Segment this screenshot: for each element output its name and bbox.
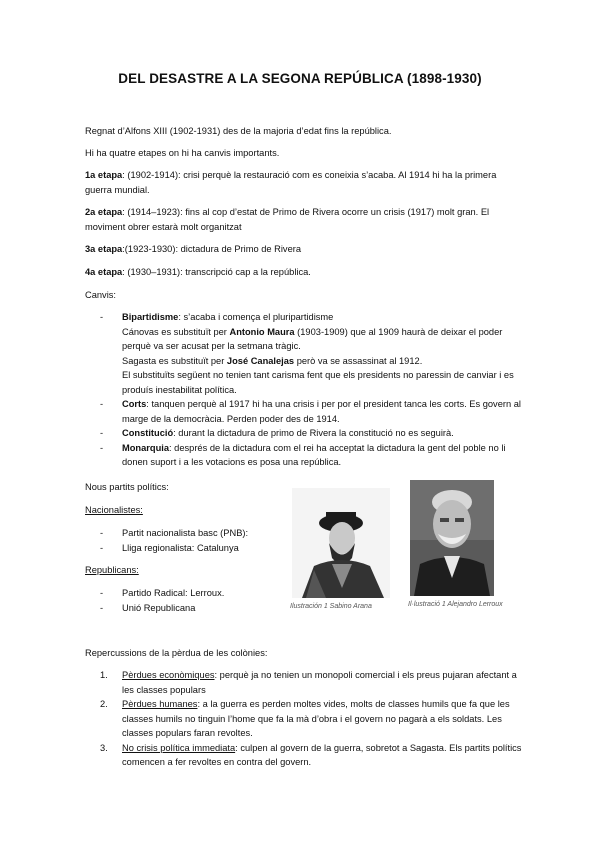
nacionalistes-list [100, 526, 290, 555]
item-text: Cánovas es substituït per [122, 326, 230, 337]
bullet-marker: - [100, 312, 104, 322]
etapa-label: 4a etapa [85, 267, 123, 277]
canvis-heading: Canvis: [85, 290, 117, 300]
etapa-1 [85, 168, 525, 197]
item-text: (1903-1909) que al 1909 haurà de deixar el poder perquè va ser acusat per la setmana tràgic. [122, 326, 503, 351]
etapa-text: : (1902-1914): crisi perquè la restauració com es coneixia s’acaba. Al 1914 hi ha la primera guerra mundial. [85, 170, 497, 195]
item-text: però va se assassinat al 1912. [294, 355, 423, 366]
bullet-marker: - [100, 428, 104, 438]
item-text: : culpen al govern de la guerra, sobretot a Sagasta. Els partits polítics comencen a fer revoltes en contra del govern. [122, 742, 522, 767]
page-title: DEL DESASTRE A LA SEGONA REPÚBLICA (1898-1930) [118, 71, 482, 86]
nacionalistes-heading: Nacionalistes: [85, 505, 143, 515]
list-item [100, 668, 525, 697]
item-text: : després de la dictadura com el rei ha acceptat la dictadura la gent del poble no li donen suport i a les votacions es posa una república. [122, 442, 506, 467]
item-text: : tanquen perquè al 1917 hi ha una crisis i per por el president tanca les corts. Es govern al marge de la democràcia. Perden poder des de 1914. [122, 399, 521, 424]
portrait-illustration [292, 488, 390, 598]
etapa-text: : (1930–1931): transcripció cap a la república. [122, 267, 311, 277]
republicans-list [100, 586, 280, 615]
item-label: José Canalejas [226, 355, 295, 366]
item-label: No crisis política immediata [122, 742, 236, 753]
etapa-label: 3a etapa [85, 244, 123, 254]
item-text: : a la guerra es perden moltes vides, molts de classes humils que fa que les classes humils no tinguin l’home que fa la mà d’obra i el govern no pagarà a els soldats. Les classes populars faran revoltes. [122, 699, 510, 738]
repercussions-list [100, 668, 525, 770]
item-label: Antonio Maura [229, 326, 295, 337]
list-item [100, 441, 525, 470]
bullet-marker: - [100, 542, 104, 553]
etapa-label: 1a etapa [85, 170, 123, 180]
partits-heading: Nous partits polítics: [85, 482, 169, 492]
etapa-text: :(1923-1930): dictadura de Primo de Rivera [122, 244, 302, 254]
etapa-2 [85, 205, 525, 234]
list-item [100, 426, 525, 441]
item-text: Sagasta es substituït per [122, 355, 227, 366]
republicans-heading: Republicans: [85, 565, 139, 575]
list-item [100, 310, 525, 397]
list-item [100, 526, 290, 541]
item-label: Pèrdues humanes [122, 699, 198, 709]
list-item [100, 586, 280, 601]
list-item [100, 601, 280, 616]
repercussions-heading: Repercussions de la pèrdua de les colònies: [85, 648, 268, 658]
etapa-3 [85, 242, 525, 257]
item-label: Constitució [122, 428, 174, 438]
item-label: Bipartidisme [122, 312, 179, 322]
item-label: Corts [122, 399, 147, 409]
item-text: : durant la dictadura de primo de Rivera la constitució no es seguirà. [173, 428, 454, 438]
etapa-text: : (1914–1923): fins al cop d’estat de Primo de Rivera ocorre un crisis (1917) molt gran. El moviment obrer estarà molt organitzat [85, 207, 490, 232]
bullet-marker: - [100, 399, 104, 409]
canvis-list [100, 310, 525, 470]
intro-paragraph: Regnat d’Alfons XIII (1902-1931) des de la majoria d’edat fins la república. [85, 126, 392, 136]
bullet-marker: - [100, 602, 104, 613]
etapa-4 [85, 265, 525, 280]
bullet-marker: - [100, 588, 104, 598]
item-label: Monarquia [122, 442, 170, 453]
item-text: Partit nacionalista basc (PNB): [122, 528, 249, 538]
photo-caption: Il·lustració 1 Alejandro Lerroux [408, 601, 503, 608]
alejandro-lerroux-photo [410, 480, 494, 596]
item-text: Lliga regionalista: Catalunya [122, 542, 239, 553]
portrait-illustration [410, 480, 494, 596]
list-item [100, 741, 525, 770]
item-text: El substituïts següent no tenien tant carisma fent que els presidents no paressin de canviar i es produís inestabilitat política. [122, 370, 514, 395]
photo-caption: Ilustración 1 Sabino Arana [290, 603, 372, 610]
list-number: 1. [100, 670, 108, 680]
list-number: 2. [100, 699, 108, 709]
sabino-arana-photo [292, 488, 390, 598]
intro-paragraph-2: Hi ha quatre etapes on hi ha canvis importants. [85, 148, 280, 158]
item-text: : perquè ja no tenien un monopoli comercial i els preus pujaran afectant a les classes populars [122, 670, 517, 695]
list-item [100, 697, 525, 741]
etapa-label: 2a etapa [85, 207, 123, 217]
item-text: Unió Republicana [122, 602, 196, 613]
item-text: Partido Radical: Lerroux. [122, 588, 225, 598]
item-text: : s’acaba i comença el pluripartidisme [178, 312, 334, 322]
list-item [100, 397, 525, 426]
bullet-marker: - [100, 442, 104, 453]
item-label: Pèrdues econòmiques [122, 670, 215, 680]
list-item [100, 541, 290, 556]
list-number: 3. [100, 742, 108, 753]
bullet-marker: - [100, 528, 104, 538]
